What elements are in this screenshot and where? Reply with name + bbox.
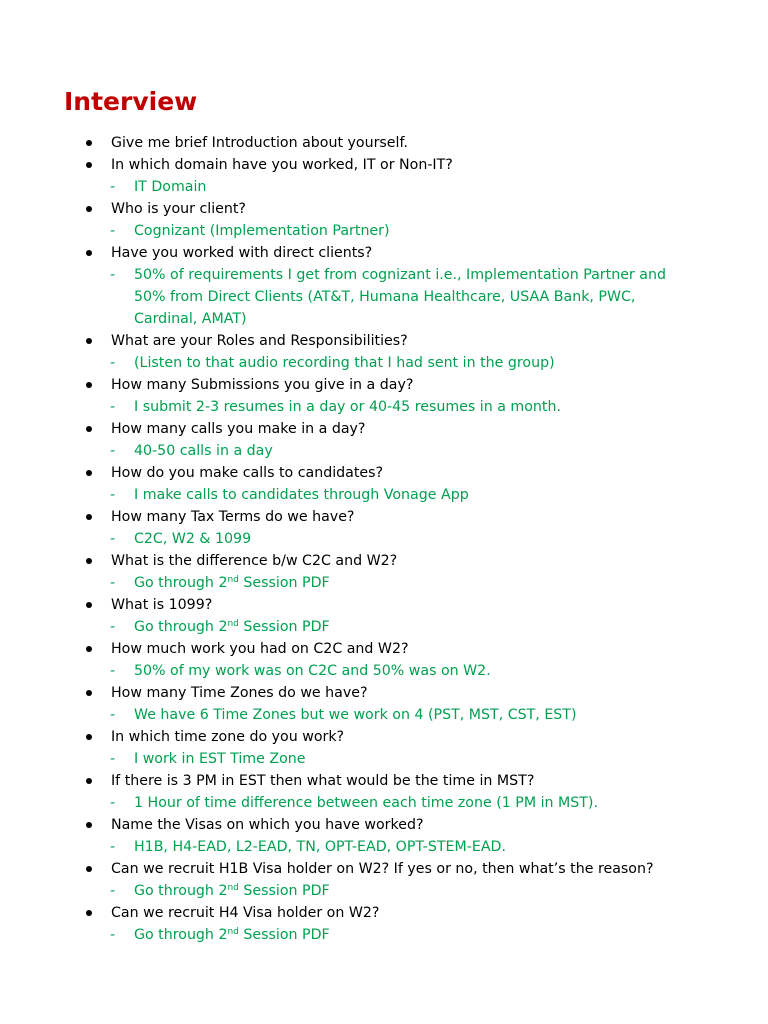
question-text: What are your Roles and Responsibilities? <box>111 333 408 349</box>
answer-text: Cardinal, AMAT) <box>134 311 247 327</box>
dash-marker: - <box>110 839 116 855</box>
dash-marker: - <box>110 795 116 811</box>
dash-marker: - <box>110 883 116 899</box>
bullet-icon <box>86 426 92 432</box>
dash-marker: - <box>110 751 116 767</box>
dash-marker: - <box>110 267 116 283</box>
answer-item <box>0 880 768 902</box>
dash-marker: - <box>110 399 116 415</box>
answer-item <box>0 704 768 726</box>
answer-text: C2C, W2 & 1099 <box>134 531 252 547</box>
answer-text <box>134 880 330 902</box>
question-text: Name the Visas on which you have worked? <box>111 817 424 833</box>
dash-marker: - <box>110 355 116 371</box>
dash-marker: - <box>110 575 116 591</box>
question-text: How do you make calls to candidates? <box>111 465 384 481</box>
bullet-icon <box>86 140 92 146</box>
dash-marker: - <box>110 663 116 679</box>
question-item <box>0 902 768 924</box>
answer-text: (Listen to that audio recording that I had sent in the group) <box>134 355 555 371</box>
question-item <box>0 770 768 792</box>
answer-item <box>0 264 768 286</box>
question-text: Can we recruit H4 Visa holder on W2? <box>111 905 380 921</box>
question-text: In which time zone do you work? <box>111 729 345 745</box>
question-item <box>0 132 768 154</box>
answer-text-part: Go through 2 <box>134 883 228 899</box>
question-item <box>0 814 768 836</box>
question-text: Give me brief Introduction about yourself. <box>111 135 408 151</box>
bullet-icon <box>86 470 92 476</box>
answer-text: I submit 2-3 resumes in a day or 40-45 resumes in a month. <box>134 399 561 415</box>
answer-item <box>0 176 768 198</box>
answer-text: H1B, H4-EAD, L2-EAD, TN, OPT-EAD, OPT-STEM-EAD. <box>134 839 506 855</box>
question-text: How many Submissions you give in a day? <box>111 377 414 393</box>
answer-text-part: Session PDF <box>238 619 330 635</box>
bullet-icon <box>86 910 92 916</box>
question-item <box>0 726 768 748</box>
bullet-icon <box>86 690 92 696</box>
answer-item <box>0 660 768 682</box>
dash-marker: - <box>110 443 116 459</box>
ordinal-superscript: nd <box>227 927 239 937</box>
answer-text-part: Go through 2 <box>134 619 228 635</box>
answer-item <box>0 396 768 418</box>
bullet-icon <box>86 514 92 520</box>
answer-item <box>0 440 768 462</box>
answer-item <box>0 528 768 550</box>
question-item <box>0 858 768 880</box>
page-title: Interview <box>64 87 198 116</box>
bullet-icon <box>86 734 92 740</box>
question-item <box>0 550 768 572</box>
ordinal-superscript: nd <box>227 575 239 585</box>
bullet-icon <box>86 558 92 564</box>
answer-text: 50% of requirements I get from cognizant i.e., Implementation Partner and <box>134 267 666 283</box>
answer-text: I make calls to candidates through Vonage App <box>134 487 469 503</box>
answer-text-part: Session PDF <box>238 883 330 899</box>
question-text: How many Time Zones do we have? <box>111 685 368 701</box>
question-item <box>0 154 768 176</box>
question-item <box>0 418 768 440</box>
answer-text: 40-50 calls in a day <box>134 443 273 459</box>
question-text: How many Tax Terms do we have? <box>111 509 355 525</box>
bullet-icon <box>86 602 92 608</box>
answer-item <box>0 308 768 330</box>
question-text: Who is your client? <box>111 201 246 217</box>
question-text: What is the difference b/w C2C and W2? <box>111 553 398 569</box>
answer-text: 50% of my work was on C2C and 50% was on W2. <box>134 663 491 679</box>
bullet-icon <box>86 646 92 652</box>
dash-marker: - <box>110 179 116 195</box>
answer-item <box>0 286 768 308</box>
answer-item <box>0 748 768 770</box>
question-text: Can we recruit H1B Visa holder on W2? If yes or no, then what’s the reason? <box>111 861 654 877</box>
bullet-icon <box>86 382 92 388</box>
answer-text: I work in EST Time Zone <box>134 751 306 767</box>
question-item <box>0 198 768 220</box>
answer-text-part: Go through 2 <box>134 575 228 591</box>
question-item <box>0 374 768 396</box>
qa-list <box>0 132 768 946</box>
bullet-icon <box>86 162 92 168</box>
answer-item <box>0 484 768 506</box>
bullet-icon <box>86 250 92 256</box>
question-text: How much work you had on C2C and W2? <box>111 641 409 657</box>
answer-item <box>0 836 768 858</box>
answer-text: 50% from Direct Clients (AT&T, Humana Healthcare, USAA Bank, PWC, <box>134 289 636 305</box>
bullet-icon <box>86 206 92 212</box>
dash-marker: - <box>110 707 116 723</box>
answer-item <box>0 924 768 946</box>
question-item <box>0 594 768 616</box>
bullet-icon <box>86 778 92 784</box>
question-text: How many calls you make in a day? <box>111 421 366 437</box>
answer-item <box>0 792 768 814</box>
question-text: If there is 3 PM in EST then what would be the time in MST? <box>111 773 535 789</box>
dash-marker: - <box>110 619 116 635</box>
answer-text-part: Session PDF <box>238 575 330 591</box>
answer-text <box>134 924 330 946</box>
question-text: Have you worked with direct clients? <box>111 245 373 261</box>
answer-text <box>134 572 330 594</box>
answer-item <box>0 220 768 242</box>
question-text: In which domain have you worked, IT or Non-IT? <box>111 157 453 173</box>
dash-marker: - <box>110 531 116 547</box>
question-item <box>0 462 768 484</box>
question-item <box>0 506 768 528</box>
bullet-icon <box>86 866 92 872</box>
question-text: What is 1099? <box>111 597 213 613</box>
ordinal-superscript: nd <box>227 883 239 893</box>
dash-marker: - <box>110 927 116 943</box>
answer-item <box>0 352 768 374</box>
answer-item <box>0 616 768 638</box>
answer-text: IT Domain <box>134 179 207 195</box>
bullet-icon <box>86 822 92 828</box>
answer-text-part: Go through 2 <box>134 927 228 943</box>
bullet-icon <box>86 338 92 344</box>
answer-text <box>134 616 330 638</box>
question-item <box>0 330 768 352</box>
answer-text: We have 6 Time Zones but we work on 4 (PST, MST, CST, EST) <box>134 707 577 723</box>
question-item <box>0 682 768 704</box>
answer-text: 1 Hour of time difference between each time zone (1 PM in MST). <box>134 795 598 811</box>
dash-marker: - <box>110 223 116 239</box>
dash-marker: - <box>110 487 116 503</box>
answer-text-part: Session PDF <box>238 927 330 943</box>
question-item <box>0 638 768 660</box>
answer-item <box>0 572 768 594</box>
ordinal-superscript: nd <box>227 619 239 629</box>
answer-text: Cognizant (Implementation Partner) <box>134 223 390 239</box>
question-item <box>0 242 768 264</box>
